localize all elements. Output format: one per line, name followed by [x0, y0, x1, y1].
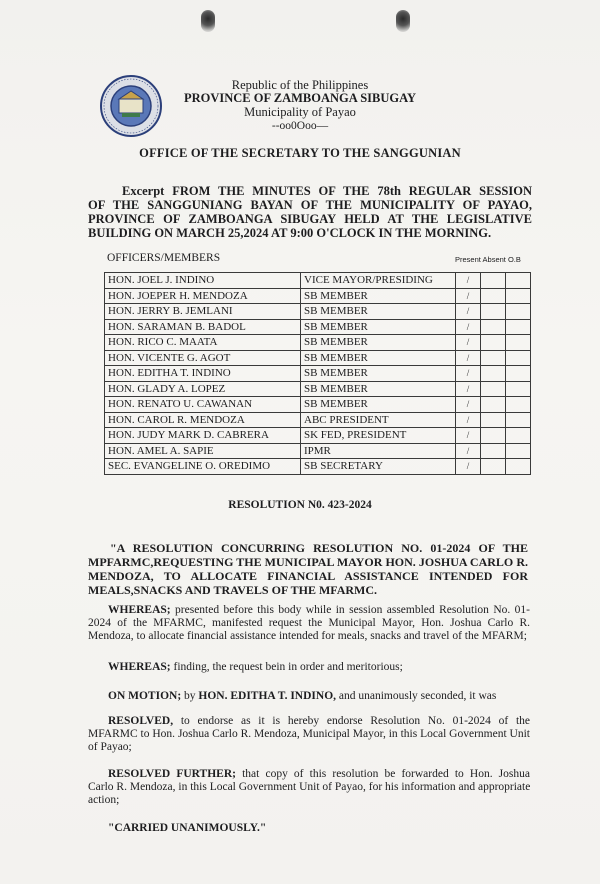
absent-cell [481, 428, 506, 444]
ob-cell [506, 319, 531, 335]
title-line: MENDOZA, TO ALLOCATE FINANCIAL ASSISTANCE INTENDED FOR [88, 569, 528, 583]
member-position: SB MEMBER [301, 319, 456, 335]
member-name: HON. JERRY B. JEMLANI [105, 304, 301, 320]
present-mark: / [456, 319, 481, 335]
member-name: HON. JUDY MARK D. CABRERA [105, 428, 301, 444]
motion-paragraph: ON MOTION; by HON. EDITHA T. INDINO, and unanimously seconded, it was [108, 690, 497, 702]
member-position: IPMR [301, 443, 456, 459]
member-name: HON. JOEPER H. MENDOZA [105, 288, 301, 304]
ob-cell [506, 350, 531, 366]
member-name: HON. SARAMAN B. BADOL [105, 319, 301, 335]
punch-hole-right [396, 10, 410, 32]
resolved-paragraph: RESOLVED, to endorse as it is hereby endorse Resolution No. 01-2024 of the MFARMC to Hon. Joshua Carlo R. Mendoza, Municipal Mayor, in this Local Government Unit of Payao; [88, 715, 530, 753]
table-row [105, 428, 531, 444]
present-mark: / [456, 412, 481, 428]
whereas-paragraph-1: WHEREAS; presented before this body while in session assembled Resolution No. 01- 2024 of the MFARMC, manifested request the Municipal Mayor, Hon. Joshua Carlo R. Mendoza, to allocate financial assistance intended for meals, snacks and travel of the MFARM; [88, 604, 530, 642]
member-name: HON. VICENTE G. AGOT [105, 350, 301, 366]
resolved-label: RESOLVED, [108, 715, 174, 727]
header-ornament: --oo0Ooo— [271, 120, 329, 132]
table-row [105, 381, 531, 397]
absent-cell [481, 273, 506, 289]
absent-cell [481, 459, 506, 475]
absent-cell [481, 366, 506, 382]
member-name: HON. RENATO U. CAWANAN [105, 397, 301, 413]
member-position: SB MEMBER [301, 288, 456, 304]
attendance-column-headings: Present Absent O.B [455, 255, 521, 264]
excerpt-line: PROVINCE OF ZAMBOANGA SIBUGAY HELD AT THE LEGISLATIVE [88, 212, 532, 226]
present-mark: / [456, 397, 481, 413]
member-name: HON. JOEL J. INDINO [105, 273, 301, 289]
ob-cell [506, 273, 531, 289]
member-position: SB SECRETARY [301, 459, 456, 475]
resolution-number: RESOLUTION N0. 423-2024 [228, 499, 372, 511]
ob-cell [506, 366, 531, 382]
attendance-table [104, 272, 531, 475]
absent-cell [481, 350, 506, 366]
header-republic: Republic of the Philippines [231, 78, 369, 92]
resolution-title [88, 541, 528, 597]
excerpt-line: Excerpt FROM THE MINUTES OF THE 78th REGULAR SESSION [122, 184, 532, 198]
table-row [105, 335, 531, 351]
absent-cell [481, 304, 506, 320]
present-mark: / [456, 443, 481, 459]
member-name: HON. AMEL A. SAPIE [105, 443, 301, 459]
officers-members-label: OFFICERS/MEMBERS [107, 252, 221, 264]
member-position: SB MEMBER [301, 350, 456, 366]
ob-cell [506, 443, 531, 459]
absent-cell [481, 381, 506, 397]
table-row [105, 366, 531, 382]
excerpt-line: OF THE SANGGUNIANG BAYAN OF THE MUNICIPALITY OF PAYAO, [88, 198, 532, 212]
member-position: SB MEMBER [301, 366, 456, 382]
present-mark: / [456, 304, 481, 320]
table-row [105, 412, 531, 428]
ob-cell [506, 459, 531, 475]
present-mark: / [456, 366, 481, 382]
member-position: SK FED, PRESIDENT [301, 428, 456, 444]
table-row [105, 443, 531, 459]
member-position: SB MEMBER [301, 397, 456, 413]
table-row [105, 319, 531, 335]
member-name: HON. GLADY A. LOPEZ [105, 381, 301, 397]
ob-cell [506, 304, 531, 320]
office-title: OFFICE OF THE SECRETARY TO THE SANGGUNIAN [139, 146, 461, 160]
member-name: HON. EDITHA T. INDINO [105, 366, 301, 382]
member-position: SB MEMBER [301, 335, 456, 351]
present-mark: / [456, 288, 481, 304]
present-mark: / [456, 459, 481, 475]
member-position: SB MEMBER [301, 381, 456, 397]
ob-cell [506, 381, 531, 397]
resolved-further-paragraph: RESOLVED FURTHER; that copy of this resolution be forwarded to Hon. Joshua Carlo R. Mendoza, in this Local Government Unit of Payao, for his information and appropriate action; [88, 768, 531, 806]
motion-label: ON MOTION; [108, 690, 182, 702]
present-mark: / [456, 350, 481, 366]
title-line: MEALS,SNACKS AND TRAVELS OF THE MFARMC. [88, 583, 378, 597]
header-municipality: Municipality of Payao [244, 105, 356, 119]
title-line: "A RESOLUTION CONCURRING RESOLUTION NO. 01-2024 OF THE [110, 541, 528, 555]
present-mark: / [456, 335, 481, 351]
whereas-label: WHEREAS; [108, 661, 171, 673]
member-name: SEC. EVANGELINE O. OREDIMO [105, 459, 301, 475]
ob-cell [506, 412, 531, 428]
header-province: PROVINCE OF ZAMBOANGA SIBUGAY [183, 91, 417, 105]
table-row [105, 459, 531, 475]
carried-unanimously: "CARRIED UNANIMOUSLY." [108, 822, 267, 834]
absent-cell [481, 443, 506, 459]
table-row [105, 397, 531, 413]
resolved-further-label: RESOLVED FURTHER; [108, 768, 236, 780]
present-mark: / [456, 428, 481, 444]
ob-cell [506, 288, 531, 304]
excerpt-line: BUILDING ON MARCH 25,2024 AT 9:00 O'CLOCK IN THE MORNING. [88, 226, 492, 240]
whereas-paragraph-2: WHEREAS; finding, the request bein in order and meritorious; [108, 661, 403, 673]
title-line: MPFARMC,REQUESTING THE MUNICIPAL MAYOR HON. JOSHUA CARLO R. [88, 555, 528, 569]
member-position: SB MEMBER [301, 304, 456, 320]
punch-hole-left [201, 10, 215, 32]
ob-cell [506, 428, 531, 444]
present-mark: / [456, 381, 481, 397]
member-name: HON. RICO C. MAATA [105, 335, 301, 351]
table-row [105, 273, 531, 289]
absent-cell [481, 335, 506, 351]
member-name: HON. CAROL R. MENDOZA [105, 412, 301, 428]
ob-cell [506, 335, 531, 351]
absent-cell [481, 412, 506, 428]
table-row [105, 350, 531, 366]
table-row [105, 288, 531, 304]
table-row [105, 304, 531, 320]
excerpt-heading [88, 184, 532, 240]
member-position: ABC PRESIDENT [301, 412, 456, 428]
ob-cell [506, 397, 531, 413]
member-position: VICE MAYOR/PRESIDING [301, 273, 456, 289]
absent-cell [481, 288, 506, 304]
absent-cell [481, 397, 506, 413]
present-mark: / [456, 273, 481, 289]
whereas-label: WHEREAS; [108, 604, 171, 616]
absent-cell [481, 319, 506, 335]
motion-mover: HON. EDITHA T. INDINO, [198, 690, 337, 702]
